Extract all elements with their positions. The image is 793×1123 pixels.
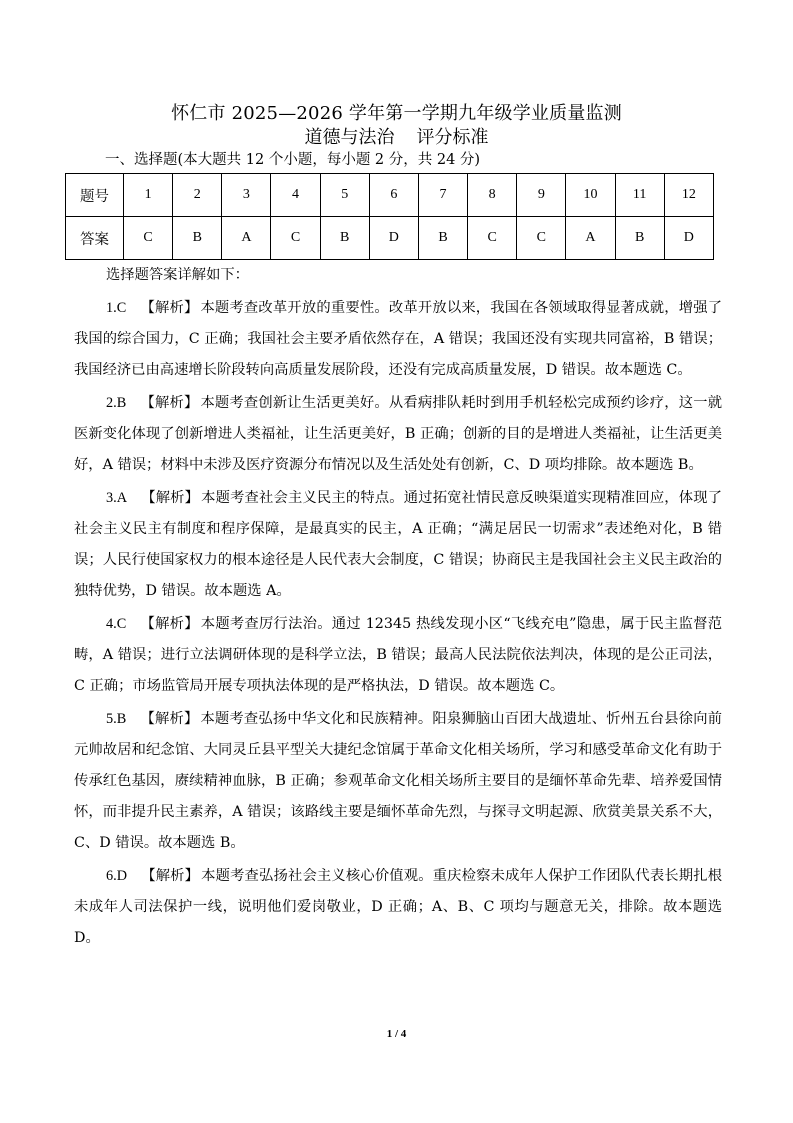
explanation-number: 6.D <box>106 868 128 884</box>
answer-cell: D <box>664 217 713 260</box>
explanations <box>74 260 722 954</box>
question-number-cell: 10 <box>566 174 615 217</box>
answer-cell: C <box>124 217 173 260</box>
answer-cell: D <box>369 217 418 260</box>
explanation-text: 本题考查厉行法治。通过 12345 热线发现小区“飞线充电”隐患，属于民主监督范畴，A 错误；进行立法调研体现的是科学立法，B 错误；最高人民法院依法判决，体现的是公正司法，C 正确；市场监管局开展专项执法体现的是严格执法，D 错误。故本题选 C。 <box>74 616 723 694</box>
explanation-tag: 【解析】 <box>141 490 200 506</box>
grading-standard-label: 评分标准 <box>416 127 489 148</box>
explanation-text: 本题考查弘扬社会主义核心价值观。重庆检察未成年人保护工作团队代表长期扎根未成年人司法保护一线，说明他们爱岗敬业，D 正确；A、B、C 项均与题意无关，排除。故本题选 D。 <box>74 868 723 946</box>
question-number-cell: 4 <box>271 174 320 217</box>
explanation-number: 4.C <box>106 616 127 632</box>
explanation-item <box>74 704 722 859</box>
table-row-numbers <box>66 174 714 217</box>
explanation-text: 本题考查创新让生活更美好。从看病排队耗时到用手机轻松完成预约诊疗，这一就医新变化体现了创新增进人类福祉，让生活更美好，B 正确；创新的目的是增进人类福祉，让生活更美好，A 错误；材料中未涉及医疗资源分布情况以及生活处处有创新，C、D 项均排除。故本题选 B。 <box>74 395 722 473</box>
answer-cell: C <box>271 217 320 260</box>
explanation-item <box>74 483 722 607</box>
section-heading: 一、选择题(本大题共 12 个小题，每小题 2 分，共 24 分) <box>105 152 481 168</box>
answer-cell: A <box>222 217 271 260</box>
explanation-item <box>74 609 722 702</box>
answer-cell: B <box>173 217 222 260</box>
question-number-cell: 3 <box>222 174 271 217</box>
explanation-tag: 【解析】 <box>140 300 199 316</box>
explanation-text: 本题考查改革开放的重要性。改革开放以来，我国在各领域取得显著成就，增强了我国的综合国力，C 正确；我国社会主要矛盾依然存在，A 错误；我国还没有实现共同富裕，B 错误；我国经济已由高速增长阶段转向高质量发展阶段，还没有完成高质量发展，D 错误。故本题选 C。 <box>74 300 722 378</box>
answer-table <box>65 173 714 260</box>
explanation-number: 5.B <box>106 711 127 727</box>
question-number-cell: 11 <box>615 174 664 217</box>
table-row-answers <box>66 217 714 260</box>
explanation-number: 3.A <box>106 490 128 506</box>
question-number-cell: 5 <box>320 174 369 217</box>
question-number-cell: 12 <box>664 174 713 217</box>
answer-cell: A <box>566 217 615 260</box>
answer-cell: B <box>615 217 664 260</box>
document-subtitle <box>0 127 793 149</box>
question-number-cell: 7 <box>418 174 467 217</box>
explanation-number: 2.B <box>106 395 127 411</box>
answer-cell: B <box>418 217 467 260</box>
question-number-cell: 1 <box>124 174 173 217</box>
explanation-tag: 【解析】 <box>140 395 199 411</box>
explanation-tag: 【解析】 <box>141 868 200 884</box>
question-number-cell: 9 <box>517 174 566 217</box>
explanation-item <box>74 388 722 481</box>
table-row-label: 题号 <box>66 174 124 217</box>
page-number: 1 / 4 <box>386 1028 407 1040</box>
question-number-cell: 8 <box>468 174 517 217</box>
explanation-item <box>74 861 722 954</box>
document-title: 怀仁市 2025—2026 学年第一学期九年级学业质量监测 <box>171 103 622 124</box>
explanation-text: 本题考查社会主义民主的特点。通过拓宽社情民意反映渠道实现精准回应，体现了社会主义民主有制度和程序保障，是最真实的民主，A 正确；“满足居民一切需求”表述绝对化，B 错误；人民行使国家权力的根本途径是人民代表大会制度，C 错误；协商民主是我国社会主义民主政治的独特优势，D 错误。故本题选 A。 <box>74 490 723 599</box>
table-row-label: 答案 <box>66 217 124 260</box>
explanation-item <box>74 293 722 386</box>
explanation-tag: 【解析】 <box>140 711 199 727</box>
answer-cell: C <box>468 217 517 260</box>
explanation-number: 1.C <box>106 300 127 316</box>
explanation-text: 本题考查弘扬中华文化和民族精神。阳泉狮脑山百团大战遗址、忻州五台县徐向前元帅故居和纪念馆、大同灵丘县平型关大捷纪念馆属于革命文化相关场所，学习和感受革命文化有助于传承红色基因，赓续精神血脉，B 正确；参观革命文化相关场所主要目的是缅怀革命先辈、培养爱国情怀，而非提升民主素养，A 错误；该路线主要是缅怀革命先烈，与探寻文明起源、欣赏美景关系不大，C、D 错误。故本题选 B。 <box>74 711 722 851</box>
answer-cell: C <box>517 217 566 260</box>
explanations-intro: 选择题答案详解如下： <box>106 267 249 283</box>
explanation-tag: 【解析】 <box>140 616 199 632</box>
answer-cell: B <box>320 217 369 260</box>
question-number-cell: 2 <box>173 174 222 217</box>
subject-label: 道德与法治 <box>304 127 395 148</box>
question-number-cell: 6 <box>369 174 418 217</box>
